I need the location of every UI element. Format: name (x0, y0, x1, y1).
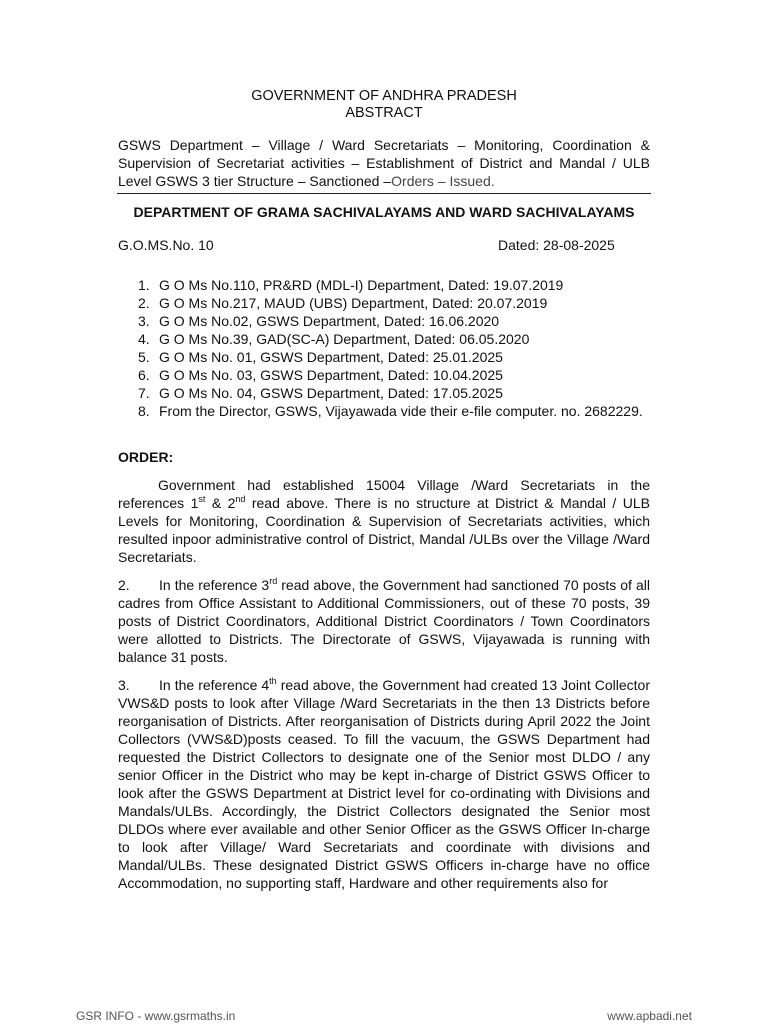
reference-text: G O Ms No. 01, GSWS Department, Dated: 25.01.2025 (159, 349, 503, 365)
reference-text: G O Ms No.39, GAD(SC-A) Department, Dated: 06.05.2020 (159, 331, 530, 347)
superscript: st (198, 494, 206, 504)
reference-text: From the Director, GSWS, Vijayawada vide their e-file computer. no. 2682229. (159, 403, 643, 419)
reference-number: 8. (138, 403, 150, 419)
paragraph-text: read above, the Government had created 13 Joint Collector VWS&D posts to look after Village /Ward Secretariats in the then 13 Districts before reorganisation of Districts. After reorganisation of Districts during April 2022 the Joint Collectors (VWS&D)posts ceased. To fill the vacuum, the GSWS Department had requested the District Collectors to designate one of the Senior most DLDO / any senior Officer in the District who may be kept in-charge of District GSWS Officer to look after the GSWS Department at District level for co-ordinating with Divisions and Mandals/ULBs. Accordingly, the District Collectors designated the Senior most DLDOs where ever available and other Senior Officer as the GSWS Officer In-charge to look after Village/ Ward Secretariats and coordinate with divisions and Mandal/ULBs. These designated District GSWS Officers in-charge have no office Accommodation, no supporting staff, Hardware and other requirements also for (118, 677, 650, 891)
subject-text (118, 136, 650, 190)
reference-text: G O Ms No. 04, GSWS Department, Dated: 17.05.2025 (159, 385, 503, 401)
order-paragraph-2 (118, 576, 650, 666)
reference-item (118, 366, 650, 384)
reference-number: 2. (138, 295, 150, 311)
reference-number: 4. (138, 331, 150, 347)
footer-right-text: www.apbadi.net (607, 1009, 692, 1023)
divider (117, 193, 651, 194)
reference-item (118, 294, 650, 312)
reference-number: 3. (138, 313, 150, 329)
order-paragraph-3 (118, 676, 650, 892)
superscript: rd (269, 576, 278, 586)
superscript: th (269, 676, 277, 686)
order-paragraph-1 (118, 476, 650, 566)
reference-number: 1. (138, 277, 150, 293)
footer-left-text: GSR INFO - www.gsrmaths.in (76, 1009, 236, 1023)
subject-tail: Orders – Issued. (391, 173, 495, 189)
paragraph-text: read above. There is no structure at District & Mandal / ULB Levels for Monitoring, Coordination & Supervision of Secretariats activities, which resulted inpoor administrative control of District, Mandal /ULBs over the Village /Ward Secretariats. (118, 495, 650, 565)
go-date: Dated: 28-08-2025 (498, 237, 615, 253)
abstract-title: ABSTRACT (345, 105, 423, 121)
department-heading: DEPARTMENT OF GRAMA SACHIVALAYAMS AND WARD SACHIVALAYAMS (133, 204, 635, 220)
reference-number: 5. (138, 349, 150, 365)
subject-main: GSWS Department – Village / Ward Secretariats – Monitoring, Coordination & Supervision of Secretariat activities – Establishment of District and Mandal / ULB Level GSWS 3 tier Structure – Sanctioned – (118, 137, 650, 189)
government-title: GOVERNMENT OF ANDHRA PRADESH (251, 88, 517, 104)
paragraph-text: In the reference 3 (159, 577, 270, 593)
go-number: G.O.MS.No. 10 (118, 237, 214, 253)
references-list (118, 276, 650, 420)
paragraph-text: Government had established 15004 Village /Ward Secretariats in the references 1 (118, 477, 650, 511)
paragraph-number: 3. (118, 677, 130, 693)
reference-item (118, 348, 650, 366)
paragraph-text: & 2 (205, 495, 236, 511)
superscript: nd (235, 494, 246, 504)
paragraph-number: 2. (118, 577, 130, 593)
reference-item (118, 402, 650, 420)
reference-number: 7. (138, 385, 150, 401)
reference-item (118, 276, 650, 294)
reference-item (118, 312, 650, 330)
reference-item (118, 384, 650, 402)
paragraph-text: In the reference 4 (159, 677, 270, 693)
reference-item (118, 330, 650, 348)
order-heading: ORDER: (118, 449, 174, 465)
reference-number: 6. (138, 367, 150, 383)
reference-text: G O Ms No.110, PR&RD (MDL-I) Department, Dated: 19.07.2019 (159, 277, 564, 293)
reference-text: G O Ms No. 03, GSWS Department, Dated: 10.04.2025 (159, 367, 503, 383)
reference-text: G O Ms No.217, MAUD (UBS) Department, Dated: 20.07.2019 (159, 295, 548, 311)
paragraph-text: read above, the Government had sanctioned 70 posts of all cadres from Office Assistant to Additional Commissioners, out of these 70 posts, 39 posts of District Coordinators, Additional District Coordinators / Town Coordinators were allotted to Districts. The Directorate of GSWS, Vijayawada is running with balance 31 posts. (118, 577, 650, 665)
reference-text: G O Ms No.02, GSWS Department, Dated: 16.06.2020 (159, 313, 500, 329)
